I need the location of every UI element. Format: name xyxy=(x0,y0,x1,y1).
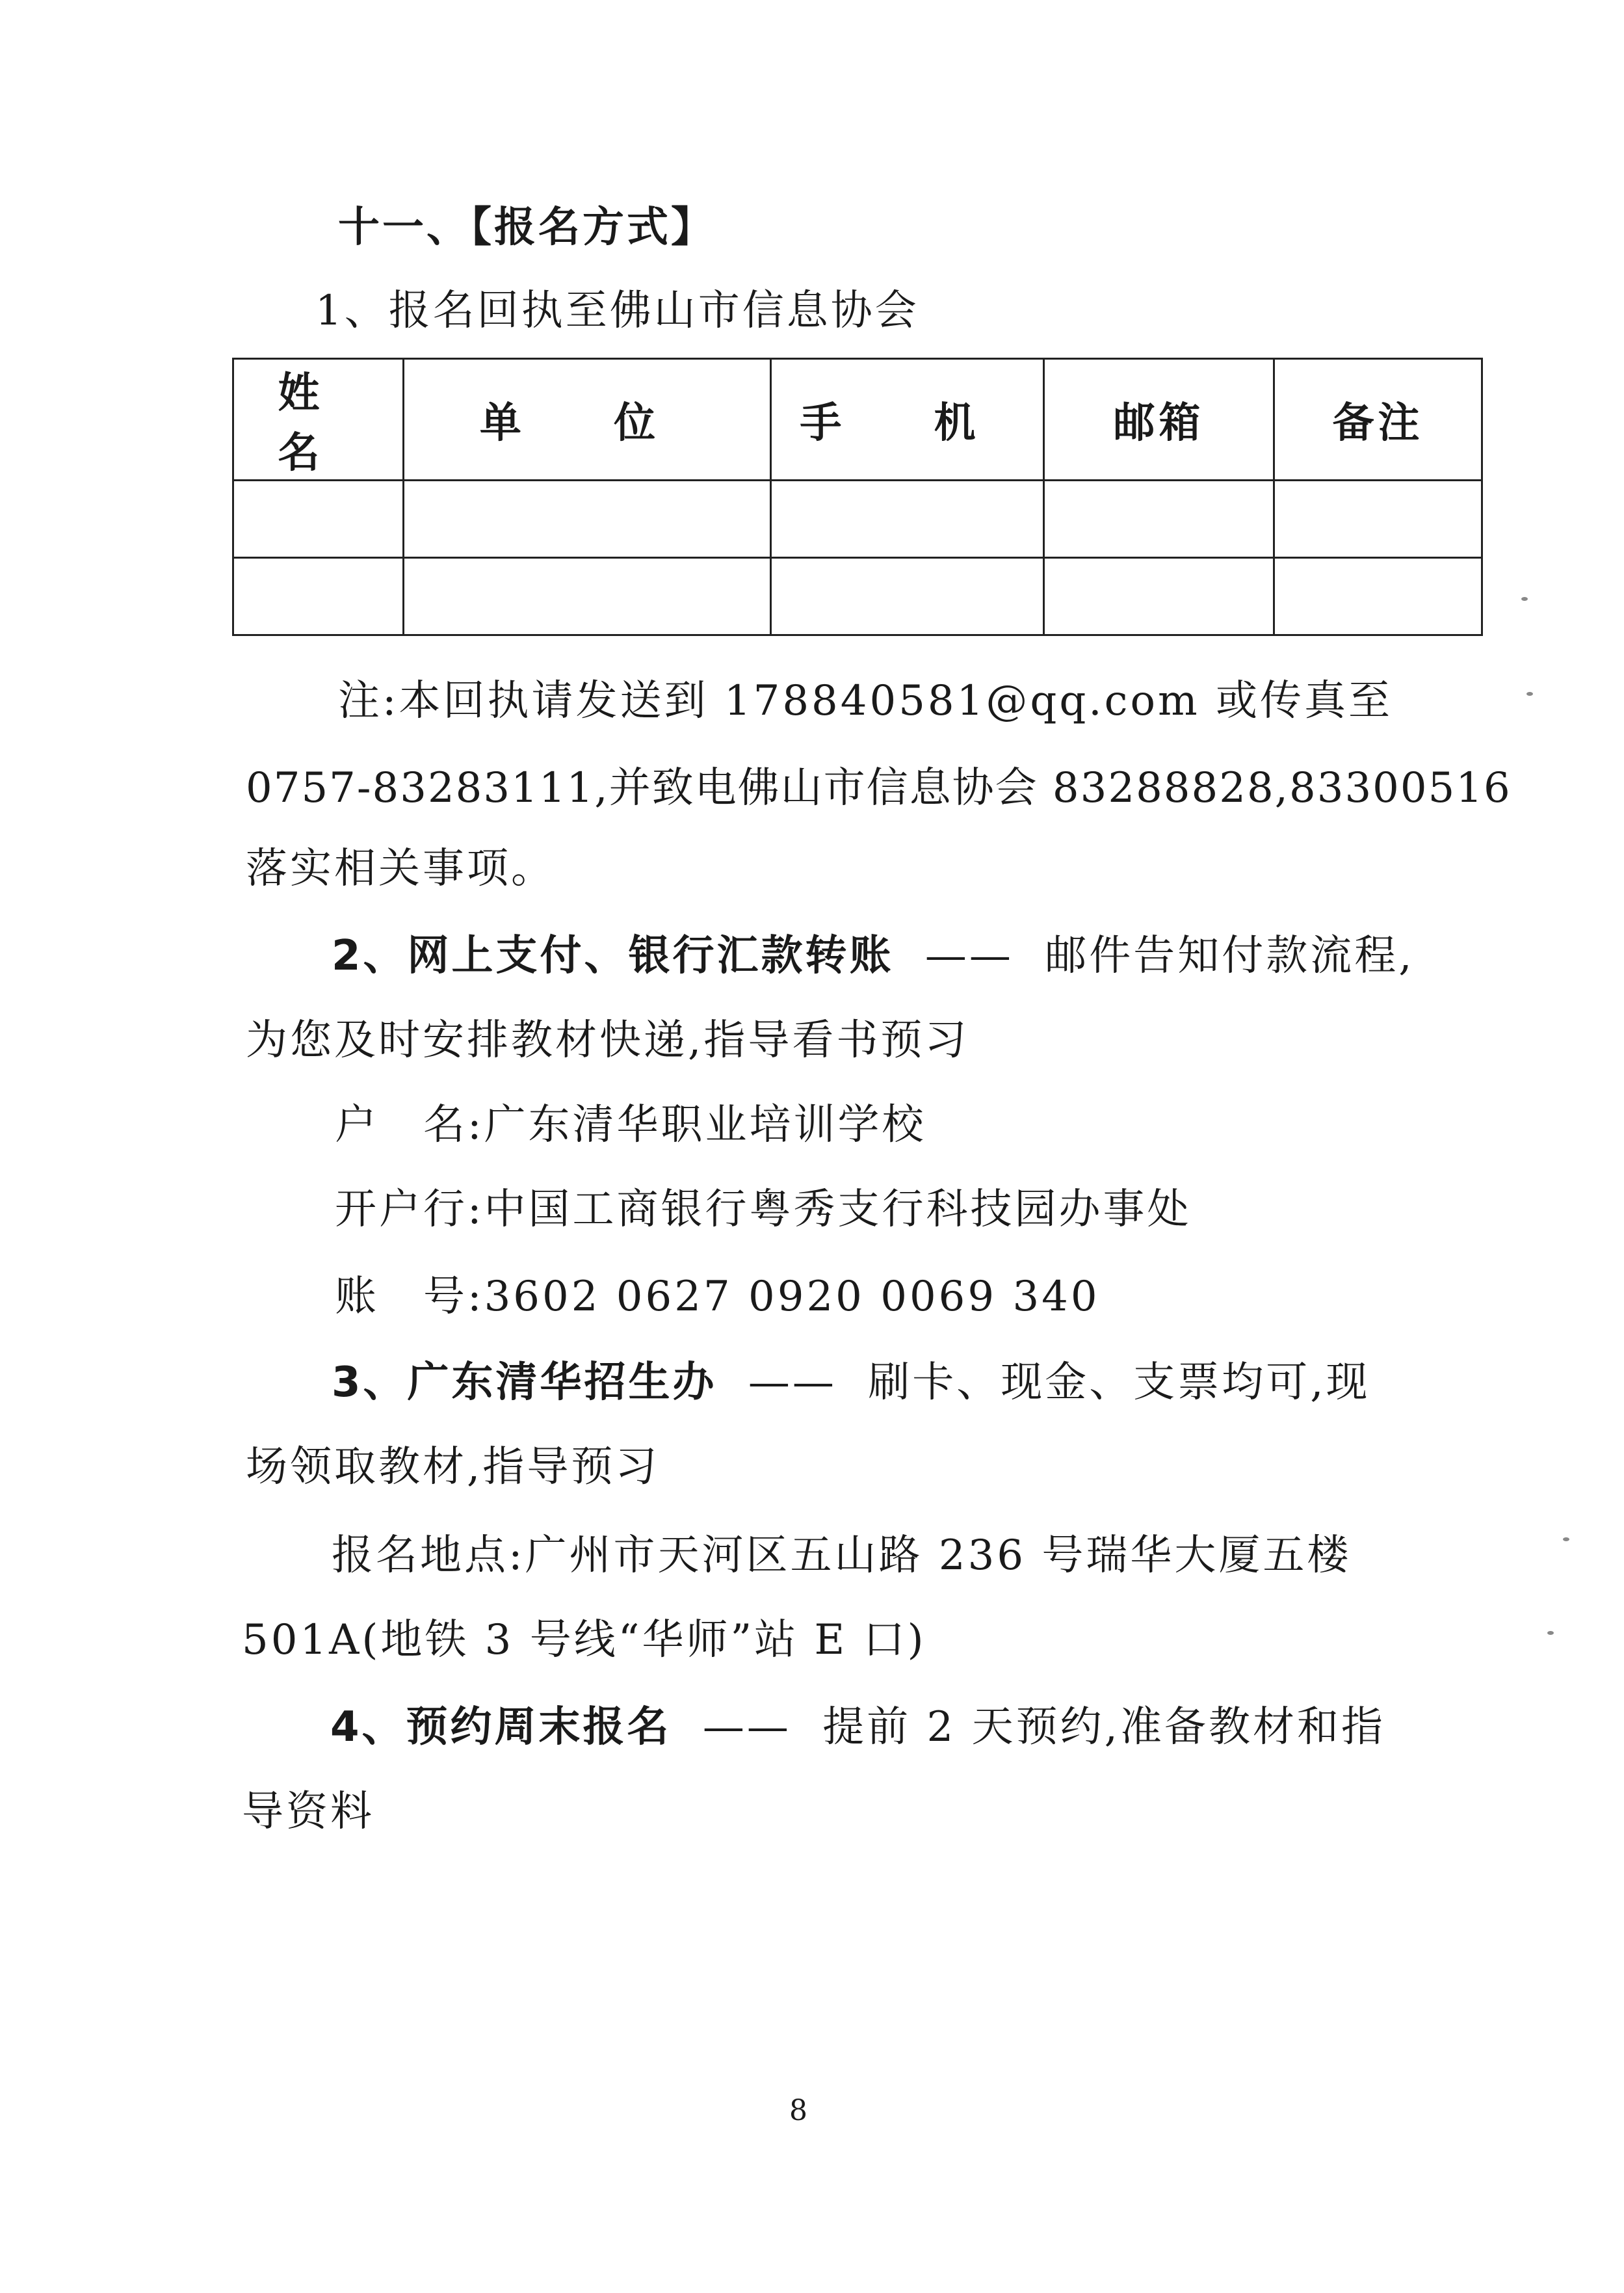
account-name-label: 户 名: xyxy=(335,1101,484,1149)
item3-desc-2: 场领取教材,指导预习 xyxy=(246,1443,660,1491)
item4-heading: 4、预约周末报名 xyxy=(330,1703,672,1751)
registration-form-table xyxy=(232,358,1483,636)
scan-speck xyxy=(1547,1631,1554,1635)
section-title: 十一、【报名方式】 xyxy=(338,204,715,252)
table-cell[interactable] xyxy=(233,558,404,635)
account-number-value: 3602 0627 0920 0069 340 xyxy=(484,1273,1100,1321)
address-line-1: 报名地点:广州市天河区五山路 236 号瑞华大厦五楼 xyxy=(332,1531,1352,1580)
bank-row xyxy=(335,1186,1192,1234)
item2-dash: —— xyxy=(924,932,1014,980)
page-number: 8 xyxy=(789,2094,807,2127)
table-cell[interactable] xyxy=(771,558,1044,635)
header-mobile: 手 机 xyxy=(771,359,1044,481)
table-cell[interactable] xyxy=(404,481,771,558)
address-line-2: 501A(地铁 3 号线“华师”站 E 口) xyxy=(242,1616,926,1664)
item4-dash: —— xyxy=(702,1703,791,1751)
table-cell[interactable] xyxy=(1274,481,1482,558)
table-cell[interactable] xyxy=(1044,481,1274,558)
scan-speck xyxy=(1526,692,1533,696)
scan-speck xyxy=(1563,1537,1569,1541)
table-row xyxy=(233,481,1482,558)
item2-desc-1: 邮件告知付款流程, xyxy=(1045,932,1415,980)
account-number-label: 账 号: xyxy=(335,1273,484,1321)
item3-line-1 xyxy=(332,1359,1370,1407)
note-line-1: 注:本回执请发送到 178840581@qq.com 或传真至 xyxy=(338,677,1393,725)
account-name-row xyxy=(335,1101,926,1149)
header-remarks: 备注 xyxy=(1274,359,1482,481)
item4-line-1 xyxy=(330,1703,1385,1751)
item3-heading: 3、广东清华招生办 xyxy=(332,1359,717,1407)
bank-value: 中国工商银行粤秀支行科技园办事处 xyxy=(484,1186,1192,1234)
table-row xyxy=(233,558,1482,635)
item2-desc-2: 为您及时安排教材快递,指导看书预习 xyxy=(246,1016,969,1065)
scan-speck xyxy=(1521,597,1528,601)
item4-desc-2: 导资料 xyxy=(242,1788,374,1836)
bank-label: 开户行: xyxy=(335,1186,484,1234)
item4-desc-1: 提前 2 天预约,准备教材和指 xyxy=(822,1703,1385,1751)
item2-heading: 2、网上支付、银行汇款转账 xyxy=(332,932,894,980)
table-cell[interactable] xyxy=(771,481,1044,558)
table-cell[interactable] xyxy=(233,481,404,558)
note-line-2: 0757-83283111,并致电佛山市信息协会 83288828,83300516 xyxy=(246,764,1512,812)
header-name: 姓 名 xyxy=(233,359,404,481)
table-cell[interactable] xyxy=(404,558,771,635)
account-name-value: 广东清华职业培训学校 xyxy=(484,1101,926,1149)
item3-desc-1: 刷卡、现金、支票均可,现 xyxy=(868,1359,1370,1407)
table-header-row xyxy=(233,359,1482,481)
header-unit: 单 位 xyxy=(404,359,771,481)
note-line-3: 落实相关事项。 xyxy=(246,845,555,893)
table-cell[interactable] xyxy=(1274,558,1482,635)
item2-line-1 xyxy=(332,932,1415,980)
account-number-row xyxy=(335,1273,1100,1321)
item1-heading: 1、报名回执至佛山市信息协会 xyxy=(315,287,919,335)
table-cell[interactable] xyxy=(1044,558,1274,635)
item3-dash: —— xyxy=(748,1359,837,1407)
header-email: 邮箱 xyxy=(1044,359,1274,481)
